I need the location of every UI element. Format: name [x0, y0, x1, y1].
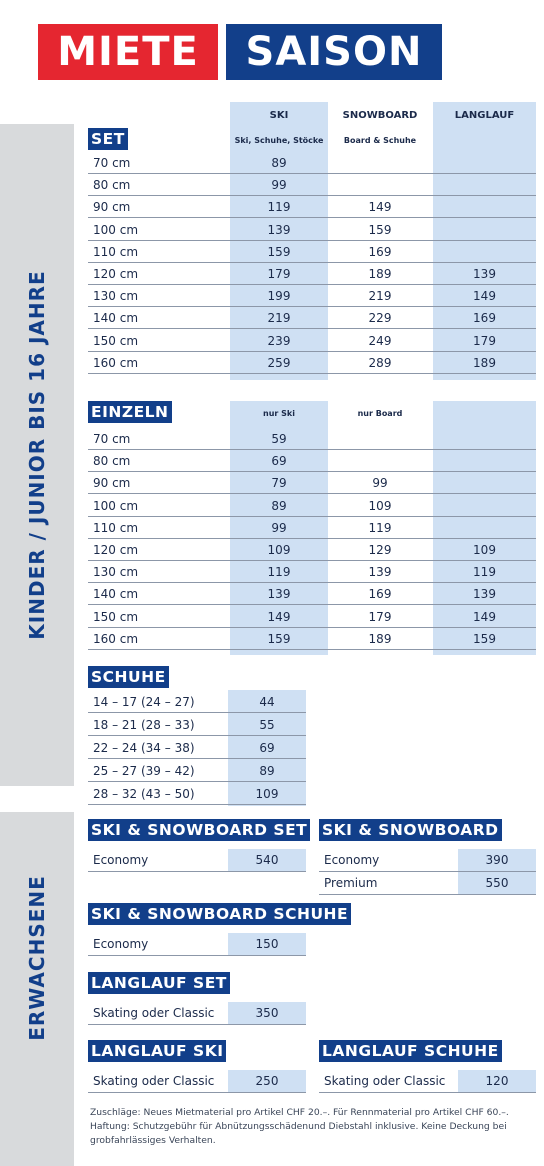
- ski-price-cell: 259: [267, 355, 291, 370]
- ski-price-cell: 99: [271, 520, 287, 535]
- ski-price-cell: 119: [267, 565, 291, 580]
- table-row: [88, 606, 536, 628]
- shoe-price-cell: 44: [259, 695, 275, 709]
- column-header-snowboard: SNOWBOARD: [342, 110, 418, 121]
- section-title-langlauf-schuhe: LANGLAUF SCHUHE: [319, 1040, 502, 1062]
- snowboard-price-cell: 129: [368, 543, 392, 557]
- ski-snowboard-set-label: Economy: [93, 853, 149, 867]
- snowboard-price-cell: 289: [368, 355, 392, 370]
- shoe-size-cell: 18 – 21 (28 – 33): [93, 718, 195, 732]
- langlauf-price-cell: 119: [473, 565, 496, 580]
- ski-price-cell: 79: [271, 476, 287, 491]
- size-cell: 100 cm: [93, 222, 139, 237]
- ski-price-cell: 159: [267, 244, 291, 259]
- ski-snowboard-row-premium: [319, 872, 536, 895]
- langlauf-price-cell: 189: [473, 355, 496, 370]
- column-header-ski: SKI: [269, 110, 289, 121]
- ski-snowboard-schuhe-label: Economy: [93, 937, 149, 951]
- snowboard-price-cell: 229: [368, 311, 392, 326]
- langlauf-price-cell: 149: [473, 289, 496, 304]
- column-subheader-ski: Ski, Schuhe, Stöcke: [234, 136, 324, 145]
- table-row: [88, 539, 536, 561]
- table-row: [88, 583, 536, 605]
- langlauf-price-cell: 109: [473, 543, 496, 557]
- table-row: [88, 450, 536, 472]
- section-title-ski-snowboard: SKI & SNOWBOARD: [319, 819, 502, 841]
- size-cell: 80 cm: [93, 178, 131, 193]
- section-title-ski-snowboard-schuhe: SKI & SNOWBOARD SCHUHE: [88, 903, 351, 925]
- ski-price-cell: 199: [267, 289, 291, 304]
- langlauf-set-price: 350: [228, 1002, 306, 1024]
- size-cell: 80 cm: [93, 454, 131, 469]
- footer-line-surcharges: Zuschläge: Neues Mietmaterial pro Artikel CHF 20.–. Für Rennmaterial pro Artikel CHF 60.–.: [90, 1107, 509, 1118]
- size-cell: 160 cm: [93, 355, 139, 370]
- ski-snowboard-row-economy: [319, 849, 536, 872]
- shoe-size-cell: 28 – 32 (43 – 50): [93, 787, 195, 801]
- langlauf-price-cell: 139: [473, 267, 496, 281]
- langlauf-schuhe-label: Skating oder Classic: [324, 1074, 446, 1088]
- section-title-set: SET: [88, 128, 128, 150]
- table-row: [88, 561, 536, 583]
- table-row: [88, 760, 306, 782]
- size-cell: 120 cm: [93, 543, 139, 557]
- column-subheader-snowboard: Board & Schuhe: [343, 136, 417, 145]
- snowboard-price-cell: 159: [368, 222, 392, 237]
- langlauf-set-label: Skating oder Classic: [93, 1006, 215, 1020]
- size-cell: 150 cm: [93, 609, 139, 624]
- column-header-langlauf: LANGLAUF: [454, 110, 515, 121]
- section-title-ski-snowboard-set: SKI & SNOWBOARD SET: [88, 819, 310, 841]
- shoe-price-cell: 55: [259, 718, 275, 732]
- langlauf-schuhe-row: [319, 1070, 536, 1093]
- ski-price-cell: 149: [267, 609, 291, 624]
- table-row: [88, 472, 536, 494]
- ski-price-cell: 59: [271, 432, 287, 446]
- langlauf-ski-label: Skating oder Classic: [93, 1074, 215, 1088]
- shoe-price-cell: 89: [259, 764, 275, 778]
- snowboard-price-cell: 169: [368, 244, 392, 259]
- ski-snowboard-set-price: 540: [228, 849, 306, 871]
- langlauf-price-cell: 169: [473, 311, 496, 326]
- size-cell: 120 cm: [93, 267, 139, 281]
- size-cell: 130 cm: [93, 565, 139, 580]
- table-row: [88, 196, 536, 218]
- shoe-size-cell: 25 – 27 (39 – 42): [93, 764, 195, 778]
- snowboard-price-cell: 119: [368, 520, 392, 535]
- table-row: [88, 174, 536, 196]
- snowboard-price-cell: 169: [368, 587, 392, 602]
- langlauf-price-cell: 179: [473, 333, 496, 348]
- table-row: [88, 307, 536, 329]
- ski-price-cell: 159: [267, 631, 291, 646]
- size-cell: 160 cm: [93, 631, 139, 646]
- shoe-size-cell: 22 – 24 (34 – 38): [93, 741, 195, 755]
- table-row: [88, 783, 306, 805]
- table-row: [88, 517, 536, 539]
- table-row: [88, 737, 306, 759]
- ski-price-cell: 119: [267, 200, 291, 215]
- table-row: [88, 152, 536, 174]
- banner-miete: MIETE: [38, 24, 218, 80]
- section-title-einzeln: EINZELN: [88, 401, 172, 423]
- table-row: [88, 691, 306, 713]
- side-label-kids: KINDER / JUNIOR BIS 16 JAHRE: [25, 270, 49, 640]
- table-row: [88, 263, 536, 285]
- snowboard-price-cell: 99: [372, 476, 388, 491]
- langlauf-schuhe-price: 120: [458, 1070, 536, 1092]
- ski-price-cell: 239: [267, 333, 291, 348]
- table-row: [88, 330, 536, 352]
- size-cell: 100 cm: [93, 498, 139, 513]
- shoe-price-cell: 109: [255, 787, 279, 801]
- ski-snowboard-price-economy: 390: [458, 849, 536, 871]
- ski-price-cell: 99: [271, 178, 287, 193]
- ski-snowboard-set-row: [88, 849, 306, 872]
- ski-price-cell: 219: [267, 311, 291, 326]
- table-row: [88, 285, 536, 307]
- ski-snowboard-price-premium: 550: [458, 872, 536, 894]
- footer-notes: [90, 1106, 540, 1148]
- ski-price-cell: 179: [267, 267, 291, 281]
- size-cell: 70 cm: [93, 432, 131, 446]
- ski-price-cell: 139: [267, 587, 291, 602]
- ski-price-cell: 69: [271, 454, 287, 469]
- ski-price-cell: 89: [271, 156, 287, 170]
- table-row: [88, 241, 536, 263]
- footer-line-liability: Haftung: Schutzgebühr für Abnützungsschädenund Diebstahl inklusive. Keine Deckung bei grobfahrlässiges Verhalten.: [90, 1121, 507, 1146]
- side-label-adults: ERWACHSENE: [25, 875, 49, 1041]
- size-cell: 130 cm: [93, 289, 139, 304]
- langlauf-ski-row: [88, 1070, 306, 1093]
- ski-price-cell: 109: [267, 543, 291, 557]
- ski-snowboard-schuhe-price: 150: [228, 933, 306, 955]
- table-row: [88, 714, 306, 736]
- ski-snowboard-label-economy: Economy: [324, 853, 380, 867]
- section-title-langlauf-ski: LANGLAUF SKI: [88, 1040, 226, 1062]
- section-title-schuhe: SCHUHE: [88, 666, 169, 688]
- table-row: [88, 428, 536, 450]
- snowboard-price-cell: 179: [368, 609, 392, 624]
- shoe-price-cell: 69: [259, 741, 275, 755]
- size-cell: 150 cm: [93, 333, 139, 348]
- ski-price-cell: 139: [267, 222, 291, 237]
- section-title-langlauf-set: LANGLAUF SET: [88, 972, 230, 994]
- table-row: [88, 628, 536, 650]
- size-cell: 110 cm: [93, 244, 139, 259]
- shoe-size-cell: 14 – 17 (24 – 27): [93, 695, 195, 709]
- langlauf-ski-price: 250: [228, 1070, 306, 1092]
- snowboard-price-cell: 189: [368, 267, 392, 281]
- ski-snowboard-schuhe-row: [88, 933, 306, 956]
- size-cell: 90 cm: [93, 200, 131, 215]
- ski-snowboard-label-premium: Premium: [324, 876, 378, 890]
- langlauf-price-cell: 139: [473, 587, 496, 602]
- table-row: [88, 219, 536, 241]
- size-cell: 70 cm: [93, 156, 131, 170]
- size-cell: 140 cm: [93, 587, 139, 602]
- size-cell: 90 cm: [93, 476, 131, 491]
- langlauf-set-row: [88, 1002, 306, 1025]
- snowboard-price-cell: 189: [368, 631, 392, 646]
- size-cell: 110 cm: [93, 520, 139, 535]
- snowboard-price-cell: 249: [368, 333, 392, 348]
- snowboard-price-cell: 109: [368, 498, 392, 513]
- column-subheader-board-only: nur Board: [357, 409, 403, 418]
- langlauf-price-cell: 159: [473, 631, 496, 646]
- snowboard-price-cell: 219: [368, 289, 392, 304]
- ski-price-cell: 89: [271, 498, 287, 513]
- langlauf-price-cell: 149: [473, 609, 496, 624]
- snowboard-price-cell: 149: [368, 200, 392, 215]
- table-row: [88, 495, 536, 517]
- table-row: [88, 352, 536, 374]
- snowboard-price-cell: 139: [368, 565, 392, 580]
- size-cell: 140 cm: [93, 311, 139, 326]
- column-subheader-ski-only: nur Ski: [263, 409, 295, 418]
- banner-saison: SAISON: [226, 24, 442, 80]
